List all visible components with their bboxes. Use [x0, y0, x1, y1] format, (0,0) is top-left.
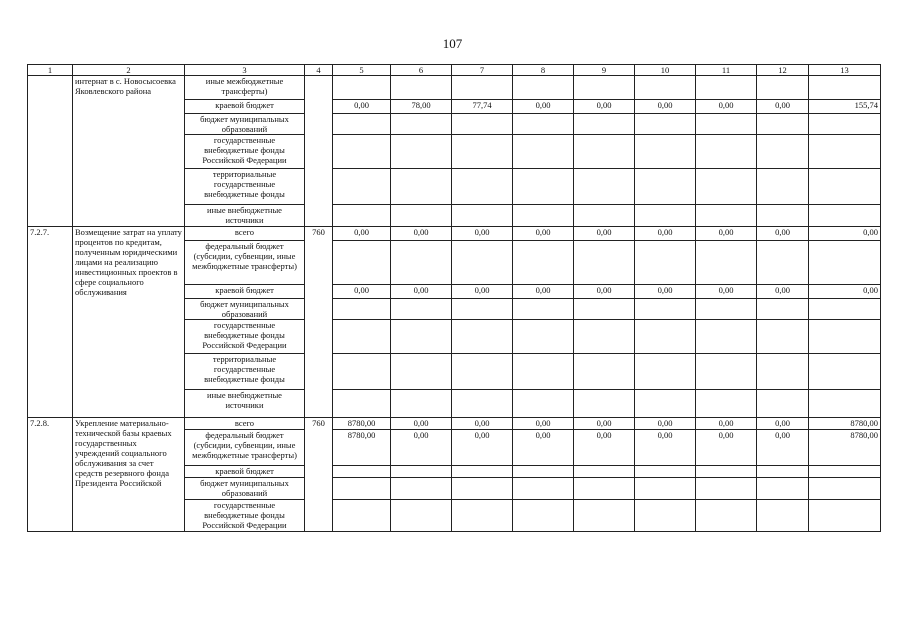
value-cell	[452, 390, 513, 418]
value-cell	[757, 205, 809, 227]
value-cell	[696, 76, 757, 100]
value-cell	[333, 354, 391, 390]
value-cell	[696, 466, 757, 478]
value-cell	[513, 169, 574, 205]
value-cell	[513, 205, 574, 227]
value-cell	[696, 114, 757, 135]
value-cell	[574, 466, 635, 478]
value-cell: 77,74	[452, 100, 513, 114]
value-cell	[757, 390, 809, 418]
value-cell	[696, 135, 757, 169]
value-cell	[452, 466, 513, 478]
value-cell	[696, 390, 757, 418]
value-cell	[574, 205, 635, 227]
value-cell	[635, 320, 696, 354]
header-cell: 13	[809, 65, 881, 76]
value-cell	[391, 390, 452, 418]
value-cell	[452, 299, 513, 320]
row-source: краевой бюджет	[185, 285, 305, 299]
value-cell: 0,00	[696, 418, 757, 430]
value-cell	[513, 114, 574, 135]
value-cell	[513, 241, 574, 285]
value-cell: 0,00	[452, 285, 513, 299]
value-cell	[574, 354, 635, 390]
value-cell	[809, 76, 881, 100]
value-cell	[574, 76, 635, 100]
value-cell: 0,00	[513, 285, 574, 299]
row-source: бюджет муниципальных образований	[185, 299, 305, 320]
value-cell: 0,00	[513, 227, 574, 241]
value-cell: 0,00	[391, 418, 452, 430]
header-cell: 9	[574, 65, 635, 76]
value-cell	[452, 478, 513, 500]
value-cell: 8780,00	[333, 418, 391, 430]
value-cell: 0,00	[757, 100, 809, 114]
row-code: 7.2.8.	[28, 418, 73, 532]
value-cell	[696, 320, 757, 354]
value-cell	[696, 169, 757, 205]
table-row	[28, 76, 881, 100]
value-cell	[635, 114, 696, 135]
row-number: 760	[305, 227, 333, 418]
row-source: бюджет муниципальных образований	[185, 478, 305, 500]
value-cell	[333, 478, 391, 500]
row-source: государственные внебюджетные фонды Российской Федерации	[185, 320, 305, 354]
value-cell	[513, 466, 574, 478]
row-code: 7.2.7.	[28, 227, 73, 418]
value-cell	[333, 390, 391, 418]
value-cell: 8780,00	[333, 430, 391, 466]
value-cell	[452, 169, 513, 205]
header-cell: 7	[452, 65, 513, 76]
value-cell	[391, 478, 452, 500]
value-cell: 0,00	[333, 227, 391, 241]
value-cell	[333, 169, 391, 205]
value-cell	[391, 299, 452, 320]
value-cell	[809, 354, 881, 390]
budget-table	[27, 64, 881, 532]
header-row	[28, 65, 881, 76]
value-cell	[635, 169, 696, 205]
value-cell	[635, 478, 696, 500]
value-cell	[757, 241, 809, 285]
header-cell: 8	[513, 65, 574, 76]
row-source: государственные внебюджетные фонды Российской Федерации	[185, 135, 305, 169]
value-cell	[635, 466, 696, 478]
value-cell	[452, 241, 513, 285]
row-source: краевой бюджет	[185, 466, 305, 478]
row-source: иные межбюджетные трансферты)	[185, 76, 305, 100]
row-source: территориальные государственные внебюджетные фонды	[185, 354, 305, 390]
value-cell	[757, 466, 809, 478]
value-cell	[391, 466, 452, 478]
value-cell	[452, 320, 513, 354]
value-cell	[513, 135, 574, 169]
value-cell: 0,00	[635, 100, 696, 114]
value-cell: 0,00	[635, 285, 696, 299]
value-cell	[809, 135, 881, 169]
value-cell	[391, 76, 452, 100]
value-cell	[757, 320, 809, 354]
value-cell	[809, 478, 881, 500]
value-cell: 0,00	[574, 285, 635, 299]
value-cell	[574, 478, 635, 500]
value-cell	[696, 299, 757, 320]
value-cell	[513, 76, 574, 100]
value-cell: 0,00	[757, 285, 809, 299]
row-source: территориальные государственные внебюджетные фонды	[185, 169, 305, 205]
value-cell	[391, 114, 452, 135]
value-cell	[757, 354, 809, 390]
row-name: Возмещение затрат на уплату процентов по кредитам, полученным юридическими лицами на реализацию инвестиционных проектов в сфере социального обслуживания	[73, 227, 185, 418]
value-cell	[452, 76, 513, 100]
value-cell	[513, 500, 574, 532]
row-source: федеральный бюджет (субсидии, субвенции, иные межбюджетные трансферты)	[185, 241, 305, 285]
value-cell	[333, 205, 391, 227]
header-cell: 4	[305, 65, 333, 76]
value-cell	[809, 241, 881, 285]
value-cell	[333, 320, 391, 354]
row-number: 760	[305, 418, 333, 532]
value-cell	[635, 135, 696, 169]
header-cell: 3	[185, 65, 305, 76]
value-cell	[757, 169, 809, 205]
value-cell: 155,74	[809, 100, 881, 114]
value-cell	[391, 241, 452, 285]
value-cell	[452, 135, 513, 169]
value-cell	[809, 299, 881, 320]
header-cell: 6	[391, 65, 452, 76]
value-cell	[696, 354, 757, 390]
value-cell: 0,00	[635, 227, 696, 241]
row-source: иные внебюджетные источники	[185, 205, 305, 227]
value-cell	[452, 205, 513, 227]
value-cell	[696, 500, 757, 532]
value-cell	[635, 205, 696, 227]
value-cell: 0,00	[757, 430, 809, 466]
value-cell	[635, 299, 696, 320]
value-cell	[391, 500, 452, 532]
row-source: всего	[185, 227, 305, 241]
value-cell: 0,00	[696, 285, 757, 299]
value-cell	[333, 500, 391, 532]
value-cell	[333, 299, 391, 320]
table-row	[28, 418, 881, 430]
value-cell	[757, 114, 809, 135]
value-cell	[809, 169, 881, 205]
value-cell	[513, 354, 574, 390]
value-cell	[809, 320, 881, 354]
value-cell: 8780,00	[809, 418, 881, 430]
value-cell	[391, 135, 452, 169]
value-cell: 0,00	[696, 227, 757, 241]
value-cell: 0,00	[809, 285, 881, 299]
value-cell: 0,00	[391, 430, 452, 466]
row-name: интернат в с. Новосысоевка Яковлевского района	[73, 76, 185, 227]
value-cell	[757, 299, 809, 320]
value-cell	[809, 114, 881, 135]
value-cell	[635, 500, 696, 532]
table-row	[28, 227, 881, 241]
value-cell: 0,00	[452, 418, 513, 430]
page-number: 107	[442, 36, 463, 51]
value-cell	[696, 241, 757, 285]
value-cell	[513, 478, 574, 500]
value-cell: 0,00	[757, 227, 809, 241]
value-cell: 0,00	[513, 418, 574, 430]
value-cell	[574, 320, 635, 354]
value-cell	[757, 500, 809, 532]
value-cell	[333, 135, 391, 169]
header-cell: 11	[696, 65, 757, 76]
value-cell	[635, 354, 696, 390]
value-cell	[333, 114, 391, 135]
value-cell: 0,00	[452, 227, 513, 241]
row-source: краевой бюджет	[185, 100, 305, 114]
row-code	[28, 76, 73, 227]
value-cell	[635, 76, 696, 100]
value-cell	[635, 390, 696, 418]
row-name: Укрепление материально-технической базы краевых государственных учреждений социального обслуживания за счет средств резервного фонда Президента Российской	[73, 418, 185, 532]
value-cell: 0,00	[635, 418, 696, 430]
header-cell: 5	[333, 65, 391, 76]
value-cell	[391, 205, 452, 227]
value-cell	[452, 114, 513, 135]
value-cell: 0,00	[696, 100, 757, 114]
header-cell: 10	[635, 65, 696, 76]
value-cell	[809, 390, 881, 418]
row-source: иные внебюджетные источники	[185, 390, 305, 418]
value-cell: 0,00	[696, 430, 757, 466]
value-cell: 78,00	[391, 100, 452, 114]
value-cell	[513, 299, 574, 320]
value-cell	[635, 241, 696, 285]
table-body	[28, 76, 881, 532]
value-cell	[452, 500, 513, 532]
value-cell: 0,00	[391, 285, 452, 299]
value-cell	[574, 169, 635, 205]
value-cell	[574, 135, 635, 169]
value-cell	[809, 500, 881, 532]
row-source: всего	[185, 418, 305, 430]
value-cell	[333, 241, 391, 285]
value-cell: 0,00	[809, 227, 881, 241]
value-cell: 0,00	[574, 100, 635, 114]
value-cell	[757, 478, 809, 500]
value-cell: 0,00	[452, 430, 513, 466]
value-cell: 0,00	[513, 100, 574, 114]
value-cell	[696, 205, 757, 227]
value-cell	[391, 320, 452, 354]
value-cell: 0,00	[513, 430, 574, 466]
value-cell	[757, 76, 809, 100]
value-cell: 0,00	[757, 418, 809, 430]
header-cell: 1	[28, 65, 73, 76]
value-cell: 0,00	[333, 100, 391, 114]
table-header	[28, 65, 881, 76]
header-cell: 2	[73, 65, 185, 76]
value-cell	[757, 135, 809, 169]
value-cell: 0,00	[574, 430, 635, 466]
value-cell: 0,00	[333, 285, 391, 299]
value-cell	[574, 114, 635, 135]
value-cell	[333, 76, 391, 100]
value-cell	[391, 169, 452, 205]
row-source: бюджет муниципальных образований	[185, 114, 305, 135]
value-cell	[513, 390, 574, 418]
row-number	[305, 76, 333, 227]
value-cell: 0,00	[635, 430, 696, 466]
value-cell	[574, 500, 635, 532]
value-cell: 0,00	[574, 227, 635, 241]
value-cell	[809, 466, 881, 478]
row-source: федеральный бюджет (субсидии, субвенции, иные межбюджетные трансферты)	[185, 430, 305, 466]
value-cell	[391, 354, 452, 390]
value-cell: 8780,00	[809, 430, 881, 466]
value-cell: 0,00	[574, 418, 635, 430]
value-cell	[333, 466, 391, 478]
row-source: государственные внебюджетные фонды Российской Федерации	[185, 500, 305, 532]
header-cell: 12	[757, 65, 809, 76]
value-cell	[574, 299, 635, 320]
value-cell: 0,00	[391, 227, 452, 241]
value-cell	[574, 390, 635, 418]
value-cell	[513, 320, 574, 354]
value-cell	[809, 205, 881, 227]
value-cell	[574, 241, 635, 285]
value-cell	[696, 478, 757, 500]
value-cell	[452, 354, 513, 390]
